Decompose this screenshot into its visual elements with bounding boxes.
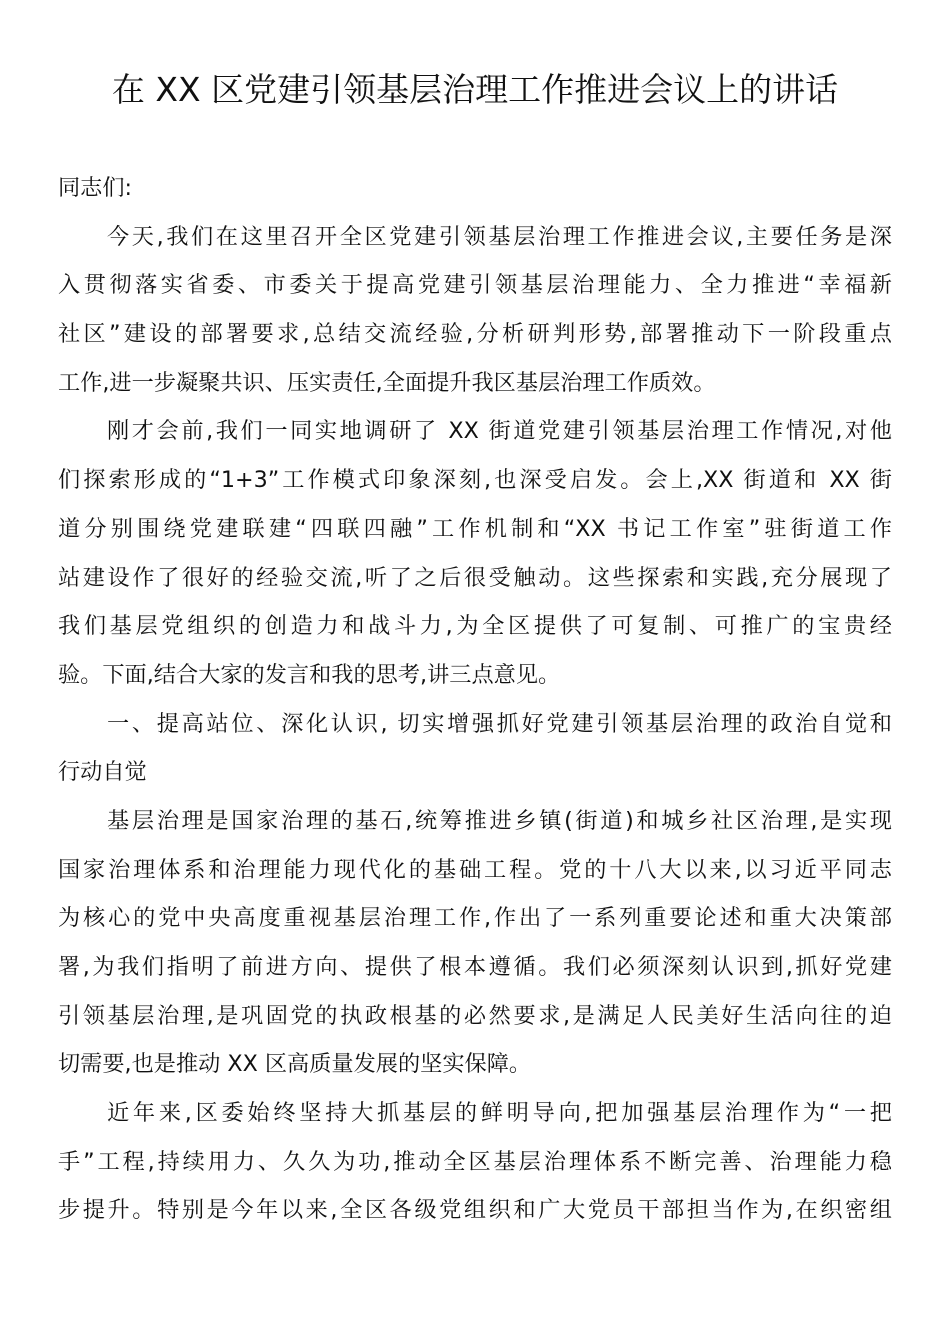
body-lines — [58, 213, 892, 1235]
text-line: 引领基层治理,是巩固党的执政根基的必然要求,是满足人民美好生活向往的迫 — [58, 1002, 892, 1029]
text-line: 切需要,也是推动 XX 区高质量发展的坚实保障。 — [58, 1051, 532, 1078]
text-line: 近年来,区委始终坚持大抓基层的鲜明导向,把加强基层治理作为“一把 — [107, 1100, 892, 1127]
text-line: 国家治理体系和治理能力现代化的基础工程。党的十八大以来,以习近平同志 — [58, 856, 892, 883]
text-line: 站建设作了很好的经验交流,听了之后很受触动。这些探索和实践,充分展现了 — [58, 564, 892, 591]
document-body — [58, 164, 892, 1235]
document-title: 在 XX 区党建引领基层治理工作推进会议上的讲话 — [111, 70, 839, 109]
text-line: 验。下面,结合大家的发言和我的思考,讲三点意见。 — [58, 661, 561, 688]
text-line: 步提升。特别是今年以来,全区各级党组织和广大党员干部担当作为,在织密组 — [58, 1197, 892, 1224]
text-line: 道分别围绕党建联建“四联四融”工作机制和“XX 书记工作室”驻街道工作 — [58, 515, 892, 542]
text-line: 署,为我们指明了前进方向、提供了根本遵循。我们必须深刻认识到,抓好党建 — [58, 954, 892, 980]
text-line: 们探索形成的“1+3”工作模式印象深刻,也深受启发。会上,XX 街道和 XX 街 — [58, 467, 892, 494]
text-line: 工作,进一步凝聚共识、压实责任,全面提升我区基层治理工作质效。 — [58, 369, 716, 396]
text-line: 入贯彻落实省委、市委关于提高党建引领基层治理能力、全力推进“幸福新 — [58, 272, 892, 299]
text-line: 基层治理是国家治理的基石,统筹推进乡镇(街道)和城乡社区治理,是实现 — [107, 807, 892, 834]
text-line: 今天,我们在这里召开全区党建引领基层治理工作推进会议,主要任务是深 — [107, 223, 892, 250]
salutation: 同志们: — [58, 175, 133, 201]
text-line: 行动自觉 — [58, 759, 147, 786]
text-line: 手”工程,持续用力、久久为功,推动全区基层治理体系不断完善、治理能力稳 — [58, 1148, 892, 1175]
text-line: 为核心的党中央高度重视基层治理工作,作出了一系列重要论述和重大决策部 — [58, 905, 892, 932]
text-line: 我们基层党组织的创造力和战斗力,为全区提供了可复制、可推广的宝贵经 — [58, 613, 892, 640]
text-line: 社区”建设的部署要求,总结交流经验,分析研判形势,部署推动下一阶段重点 — [58, 321, 892, 348]
text-line: 一、提高站位、深化认识, 切实增强抓好党建引领基层治理的政治自觉和 — [107, 710, 892, 737]
text-line: 刚才会前,我们一同实地调研了 XX 街道党建引领基层治理工作情况,对他 — [107, 418, 892, 445]
